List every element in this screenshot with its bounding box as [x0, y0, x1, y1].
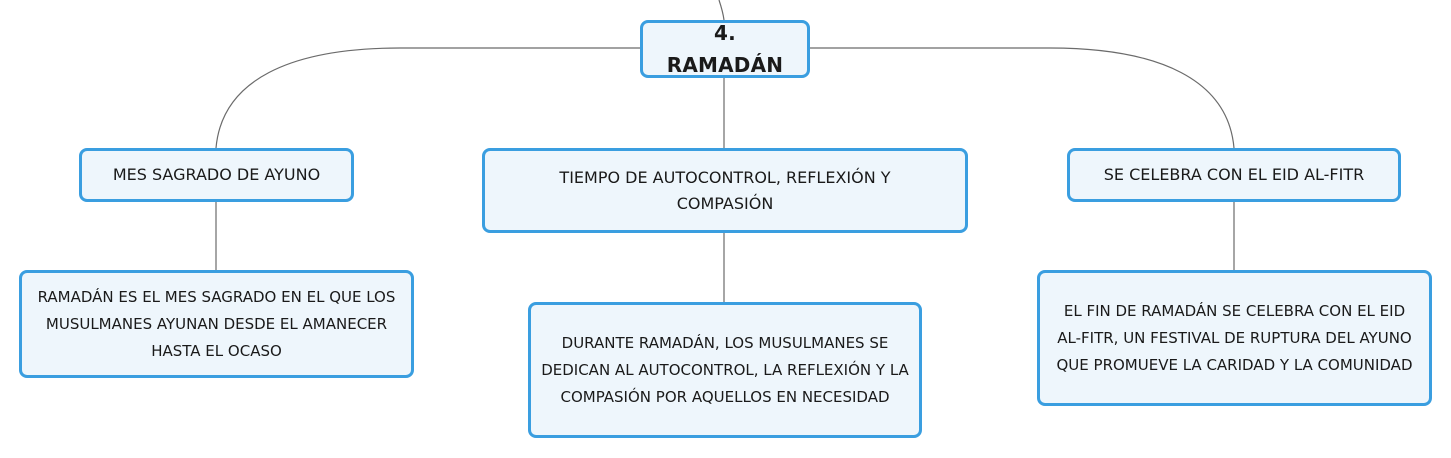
branch-topic-3[interactable] — [1067, 148, 1401, 202]
branch-topic-2-label: TIEMPO DE AUTOCONTROL, REFLEXIÓN Y COMPASIÓN — [559, 167, 891, 213]
detail-topic-3[interactable] — [1037, 270, 1432, 406]
detail-topic-2[interactable] — [528, 302, 922, 438]
connector-root-to-branch-3 — [810, 48, 1234, 148]
root-topic[interactable] — [640, 20, 810, 78]
detail-topic-2-text: DURANTE RAMADÁN, LOS MUSULMANES SE DEDICAN AL AUTOCONTROL, LA REFLEXIÓN Y LA COMPASIÓN POR AQUELLOS EN NECESIDAD — [541, 333, 909, 406]
branch-topic-3-label: SE CELEBRA CON EL EID AL-FITR — [1103, 165, 1365, 185]
branch-topic-1-label: MES SAGRADO DE AYUNO — [112, 165, 321, 185]
detail-topic-1-text: RAMADÁN ES EL MES SAGRADO EN EL QUE LOS MUSULMANES AYUNAN DESDE EL AMANECER HASTA EL OCASO — [37, 287, 396, 360]
branch-topic-1[interactable] — [79, 148, 354, 202]
detail-topic-3-text: EL FIN DE RAMADÁN SE CELEBRA CON EL EID AL-FITR, UN FESTIVAL DE RUPTURA DEL AYUNO QUE PROMUEVE LA CARIDAD Y LA COMUNIDAD — [1056, 301, 1413, 374]
connector-root-to-branch-1 — [216, 48, 640, 148]
branch-topic-2[interactable] — [482, 148, 968, 233]
root-topic-label: 4. RAMADÁN — [666, 21, 784, 77]
detail-topic-1[interactable] — [19, 270, 414, 378]
